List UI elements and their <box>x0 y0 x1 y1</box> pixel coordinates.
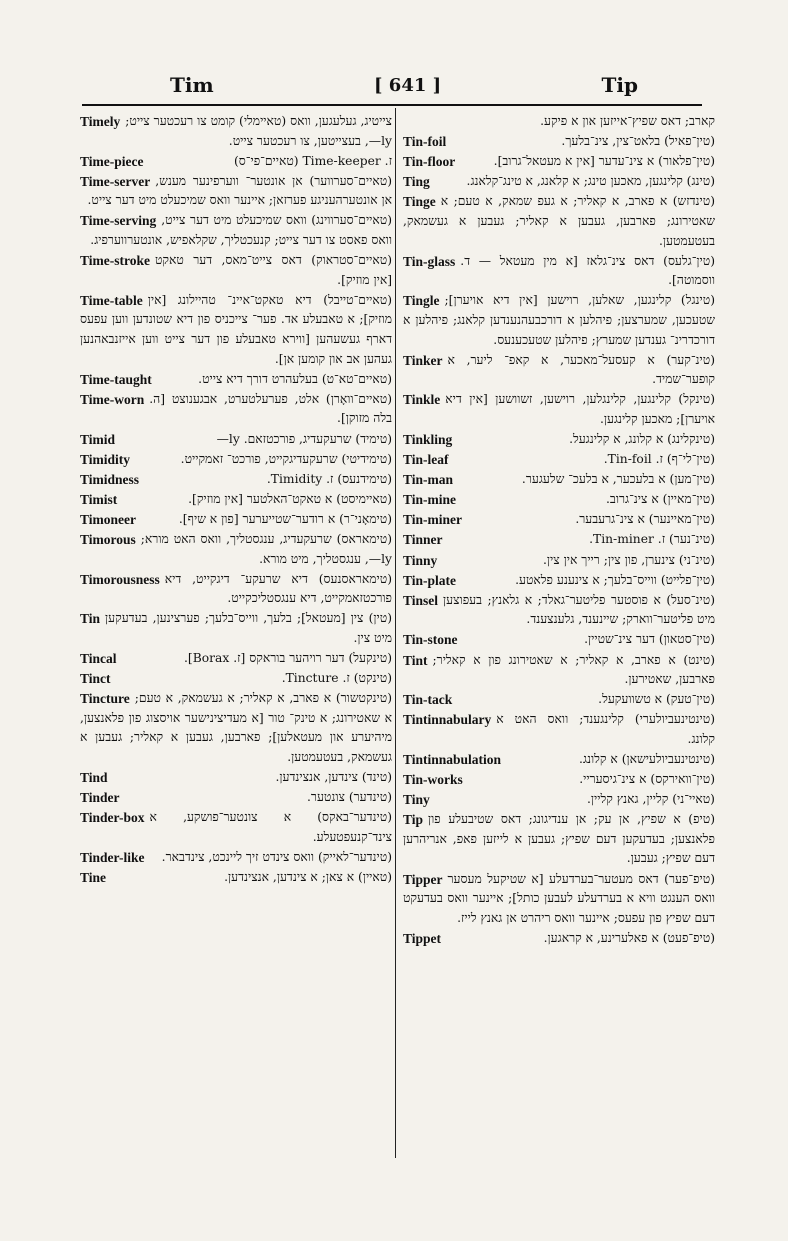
dictionary-entry <box>403 351 715 390</box>
entry-definition: (טין־סטאון) דער צינ־שטיין. <box>584 632 715 647</box>
entry-definition: (טין־מאיין) א צינ־גרוב. <box>606 492 715 507</box>
entry-definition: (טינ־סעל) א פוסטער פליטער־גאלד; א גלאנץ; בעפוצען מיט פליטער־ווארק; שיינענד, גלענצענד. <box>443 592 715 627</box>
dictionary-entry <box>403 450 715 470</box>
entry-definition: (טאיין) א צאן; א צינדען, אנצינדען. <box>224 870 392 885</box>
entry-headword: Tincture <box>80 691 130 707</box>
dictionary-entry <box>80 112 392 151</box>
entry-headword: Time-piece <box>80 153 144 169</box>
entry-headword: Tinder-box <box>80 810 145 826</box>
dictionary-entry <box>403 929 715 949</box>
entry-headword: Time-serving <box>80 213 157 229</box>
header-rule <box>82 104 702 106</box>
entry-definition: (טינ־נער) ז. Tin-miner. <box>589 532 715 547</box>
dictionary-entry <box>80 510 392 530</box>
entry-headword: Tine <box>80 870 107 886</box>
dictionary-entry <box>80 370 392 390</box>
entry-headword: Tinkle <box>403 392 441 408</box>
entry-headword: Tind <box>80 770 108 786</box>
entry-definition: (טאיים־טייבל) דיא טאקט־איינ־ טהיילונג [אין מוזיק]; א טאבעלע אד. פער־ צייכניס פון דיא שטונדען ווען עפעס דארף געשעהען [ווירא טאבעלע פון דער צייט ווען אייזנבאהנען געהען אב און קומען אן]. <box>80 292 392 366</box>
entry-headword: Tin-stone <box>403 632 458 648</box>
dictionary-entry <box>403 490 715 510</box>
column-divider <box>395 108 396 1158</box>
entry-headword: Time-worn <box>80 391 145 407</box>
header-left-guide-word: Tim <box>170 73 214 97</box>
entry-headword: Tin <box>80 611 101 627</box>
page-header <box>170 70 638 100</box>
dictionary-entry <box>80 788 392 808</box>
entry-definition: (טימידנעס) ז. Timidity. <box>266 471 392 486</box>
entry-headword: Tinsel <box>403 592 439 608</box>
entry-definition: (טיפ) א שפיץ, אן עק; אן ענדיגונג; דאס שטיבעלע פון פלאנצען; בעדעקען דעם שפיץ; געבען א לייזען פאפ, אנריהרען דעם שפיץ; געבען. <box>403 812 715 866</box>
entry-definition: (טימידיטי) שרעקעדיגקייט, פורכט־ זאמקייט. <box>180 451 392 466</box>
entry-headword: Tin-glass <box>403 253 456 269</box>
page-number: [ 641 ] <box>374 74 442 96</box>
entry-definition: (טין) צין [מעטאל]; בלעך, ווייס־בלעך; פערצינען, בעדעקען מיט צין. <box>105 611 392 645</box>
entry-headword: Tinker <box>403 352 443 368</box>
entry-headword: Ting <box>403 174 430 190</box>
entry-headword: Tin-tack <box>403 692 453 708</box>
entry-definition: קארב; דאס שפיץ־אייזען און א פיקע. <box>540 114 715 128</box>
dictionary-entry <box>80 669 392 689</box>
entry-headword: Tin-leaf <box>403 452 449 468</box>
entry-definition: (טינדער־באקס) א צונטער־פושקע, א צינד־קנעפטעלע. <box>149 810 392 844</box>
dictionary-entry <box>403 630 715 650</box>
entry-headword: Tint <box>403 652 428 668</box>
entry-headword: Timorous <box>80 531 136 547</box>
right-column <box>403 112 715 949</box>
entry-headword: Tinge <box>403 194 436 210</box>
entry-headword: Tinner <box>403 532 443 548</box>
entry-headword: Tin-floor <box>403 154 456 170</box>
entry-headword: Timid <box>80 431 116 447</box>
dictionary-entry <box>403 770 715 790</box>
dictionary-entry <box>403 291 715 350</box>
dictionary-entry <box>403 470 715 490</box>
entry-definition: (טאיים־טא־ט) בעלעהרט דורך דיא צייט. <box>198 371 392 386</box>
dictionary-entry <box>403 750 715 770</box>
entry-definition: (טינקטשור) א פארב, א קאליר; א געשמאק, א טעם; א שאטירונג; א טינק־ טור [א מעדיצינישער אויסצוג פון פלאנצען, מיהיערע און מעטאלען]; פארבען, געבען א קאליר; געבען א געשמאק, בעטעמטען. <box>80 691 392 764</box>
entry-headword: Tinct <box>80 671 111 687</box>
entry-headword: Tipper <box>403 871 443 887</box>
dictionary-entry <box>403 152 715 172</box>
entry-definition: (טין־מען) א בלעכער, א בלעכ־ שלעגער. <box>521 472 715 487</box>
entry-headword: Tincal <box>80 651 117 667</box>
entry-definition: (טאיימיסט) א טאקט־האלטער [אין מוזיק]. <box>188 491 392 506</box>
dictionary-entry <box>403 651 715 690</box>
dictionary-entry <box>80 609 392 648</box>
entry-definition: (טינטינעביולעישאן) א קלונג. <box>579 752 715 766</box>
dictionary-entry <box>80 430 392 450</box>
entry-headword: Tin-foil <box>403 134 447 150</box>
entry-headword: Tin-miner <box>403 512 463 528</box>
entry-headword: Timely <box>80 114 121 129</box>
entry-headword: Timorousness <box>80 571 160 587</box>
dictionary-entry <box>80 291 392 369</box>
entry-definition: (טינ־ני) צינערן, פון צין; רייך אין צין. <box>543 552 715 567</box>
dictionary-entry <box>80 390 392 429</box>
entry-definition: (טאיים־סערווער) אן אונטער־ ווערפינער מענש, אן אונטערהעניגע פערזאן; איינער וואס שמיכעלט מיט דער צייט. <box>87 173 392 208</box>
entry-definition: (טין־פאיל) בלאט־צין, צינ־בלעך. <box>561 134 715 149</box>
dictionary-entry <box>403 571 715 591</box>
dictionary-entry <box>80 808 392 847</box>
entry-definition: צייטיג, געלעגען, וואס (טאיימלי) קומט צו רעכטער צייט; ly—, בעצייטען, צו רעכטער צייט. <box>125 114 392 148</box>
dictionary-entry <box>403 710 715 749</box>
dictionary-entry <box>403 112 715 132</box>
entry-headword: Timoneer <box>80 511 136 527</box>
dictionary-entry <box>403 172 715 192</box>
dictionary-entry <box>403 530 715 550</box>
entry-headword: Tinder-like <box>80 849 145 865</box>
entry-definition: (טימאראס) שרעקעדיג, ענגסטליך, וואס האט מורא; ly—, ענגסטליך, מיט מורא. <box>140 531 392 566</box>
entry-definition: (טינקלינג) א קלונג, א קלינגעל. <box>569 432 715 446</box>
entry-definition: (טינקט) ז. Tincture. <box>281 671 392 686</box>
dictionary-entry <box>80 251 392 290</box>
entry-definition: (טיפ־פעט) א פאלערינע, א קראגען. <box>543 930 715 945</box>
entry-definition: (טיפ־פער) דאס מעטער־בערדעלע [א שטיקעל מעסער וואס הענגט וויא א בערדעלע לעבען כותל]; איינער וואס בעדעקט דעם שפיץ פון עפעס; איינער וואס ריהרט אן גאנץ לייז. <box>403 871 715 925</box>
entry-definition: (טינט) א פארב, א קאליר; א שאטירונג פון א קאליר; פארבען, שאטירען. <box>432 652 715 687</box>
entry-definition: (טין־פלייט) ווייס־בלעך; א צינענע פלאטע. <box>515 572 715 587</box>
dictionary-entry <box>80 152 392 172</box>
dictionary-entry <box>403 591 715 630</box>
entry-headword: Tin-man <box>403 472 454 488</box>
dictionary-entry <box>80 490 392 510</box>
entry-headword: Time-stroke <box>80 253 150 269</box>
entry-headword: Tintinnabulation <box>403 752 502 767</box>
entry-headword: Time-server <box>80 173 151 189</box>
entry-definition: (טין־לי־ף) ז. Tin-foil. <box>603 452 715 467</box>
dictionary-entry <box>403 252 715 291</box>
entry-headword: Timidness <box>80 471 140 487</box>
entry-headword: Tinny <box>403 552 438 568</box>
dictionary-entry <box>403 690 715 710</box>
entry-definition: (טין־טעק) א טשוועקעל. <box>598 692 715 707</box>
dictionary-entry <box>80 211 392 250</box>
entry-headword: Tippet <box>403 930 442 946</box>
entry-headword: Tiny <box>403 792 430 808</box>
entry-definition: (טינד) צינדען, אנצינדען. <box>275 770 392 785</box>
entry-headword: Tin-mine <box>403 492 457 508</box>
entry-definition: (טינקעל) דער רויהער בוראקס [ז. Borax]. <box>184 651 392 666</box>
entry-definition: (טימיד) שרעקעדיג, פורכטזאם. ly— <box>216 431 392 446</box>
entry-headword: Tinder <box>80 790 120 806</box>
dictionary-entry <box>80 172 392 211</box>
entry-definition: (טינקל) קלינגען, קלינגלען, רוישען, זשוושען [אין דיא אויערן]; מאכען קלינגען. <box>445 392 715 426</box>
entry-definition: (טאיים־וואָרן) אלט, פערעלטערט, אבגענוצט [ה. בלה מזוקן]. <box>149 391 392 426</box>
entry-headword: Timidity <box>80 451 131 467</box>
entry-definition: (טין־מאיינער) א צינ־גרעבער. <box>575 512 715 527</box>
dictionary-entry <box>403 810 715 869</box>
entry-definition: (טינגל) קלינגען, שאלען, רוישען [אין דיא אויערן]; שטעכען, שמערצען; פיהלען א דורכבעהנענדען קלאנג; פיהלען א דורכדרינ־ גענדען שמערץ; פיהלען שטעכענעס. <box>403 293 715 347</box>
entry-headword: Tin-plate <box>403 572 457 588</box>
dictionary-entry <box>403 192 715 251</box>
dictionary-entry <box>403 390 715 429</box>
entry-headword: Timist <box>80 491 118 507</box>
entry-definition: (טימאָני־ר) א רודער־שטייערער [פון א שיף]. <box>178 511 392 526</box>
dictionary-entry <box>80 530 392 569</box>
entry-definition: (טינדער) צונטער. <box>307 790 392 805</box>
entry-definition: (טין־גלעס) דאס צינ־גלאז [א מין מעטאל — ד. ווסמוטה]. <box>460 253 715 288</box>
entry-headword: Tinkling <box>403 432 453 447</box>
entry-definition: (טין־וואירקס) א צינ־גיסעריי. <box>579 772 715 787</box>
dictionary-entry <box>403 551 715 571</box>
dictionary-entry <box>80 848 392 868</box>
dictionary-entry <box>80 470 392 490</box>
dictionary-entry <box>403 870 715 929</box>
entry-headword: Time-taught <box>80 371 152 387</box>
entry-headword: Tip <box>403 812 424 828</box>
entry-headword: Tingle <box>403 293 440 309</box>
entry-headword: Tintinnabulary <box>403 712 492 728</box>
left-column <box>80 112 392 888</box>
entry-definition: (טינדער־לאייק) וואס צינדט זיך ליינכט, צינדבאר. <box>161 849 392 864</box>
entry-headword: Tin-works <box>403 772 463 788</box>
dictionary-entry <box>80 570 392 609</box>
dictionary-entry <box>80 868 392 888</box>
dictionary-entry <box>80 689 392 767</box>
entry-definition: (טימאראסנעס) דיא שרעקע־ דיגקייט, דיא פורכטזאמקייט, דיא ענגסטליכקייט. <box>164 571 392 606</box>
dictionary-entry <box>403 430 715 450</box>
entry-definition: (טינדזש) א פארב, א קאליר; א געפ שמאק, א טעם; א שאטירונג; פארבען, געבען א קאליר; געבען א געשמאק, בעטעמטען. <box>403 194 715 248</box>
entry-definition: (טאיים־סערווינג) וואס שמיכעלט מיט דער צייט, וואס פאסט צו דער צייט; קנעכטליך, שקלאפיש, אונטערווערפיג. <box>90 213 392 248</box>
entry-definition: (טין־פלאור) א צינ־עדער [אין א מעטאל־גרוב]. <box>493 154 715 169</box>
entry-definition: (טאיים־סטראוק) דאס צייט־מאס, דער טאקט [אין מוזיק]. <box>155 253 392 287</box>
entry-definition: (טינג) קלינגען, מאכען טינג; א קלאנג, א טינג־קלאנג. <box>466 174 715 189</box>
dictionary-entry <box>403 790 715 810</box>
entry-definition: (טאיי־ני) קליין, גאנץ קליין. <box>586 792 715 807</box>
dictionary-entry <box>80 450 392 470</box>
entry-headword: Time-table <box>80 292 143 308</box>
entry-definition: (טינטינעביולערי) קלינגענד; וואס האט א קלונג. <box>496 712 715 746</box>
entry-definition: (טינ־קער) א קעסעל־מאכער, א קאפ־ ליער, א קופער־שמיד. <box>447 352 715 387</box>
header-right-guide-word: Tip <box>601 73 638 97</box>
entry-definition: ז. Time-keeper (טאיים־פי־ס) <box>233 153 392 168</box>
dictionary-entry <box>403 510 715 530</box>
dictionary-entry <box>80 649 392 669</box>
dictionary-entry <box>80 768 392 788</box>
dictionary-entry <box>403 132 715 152</box>
